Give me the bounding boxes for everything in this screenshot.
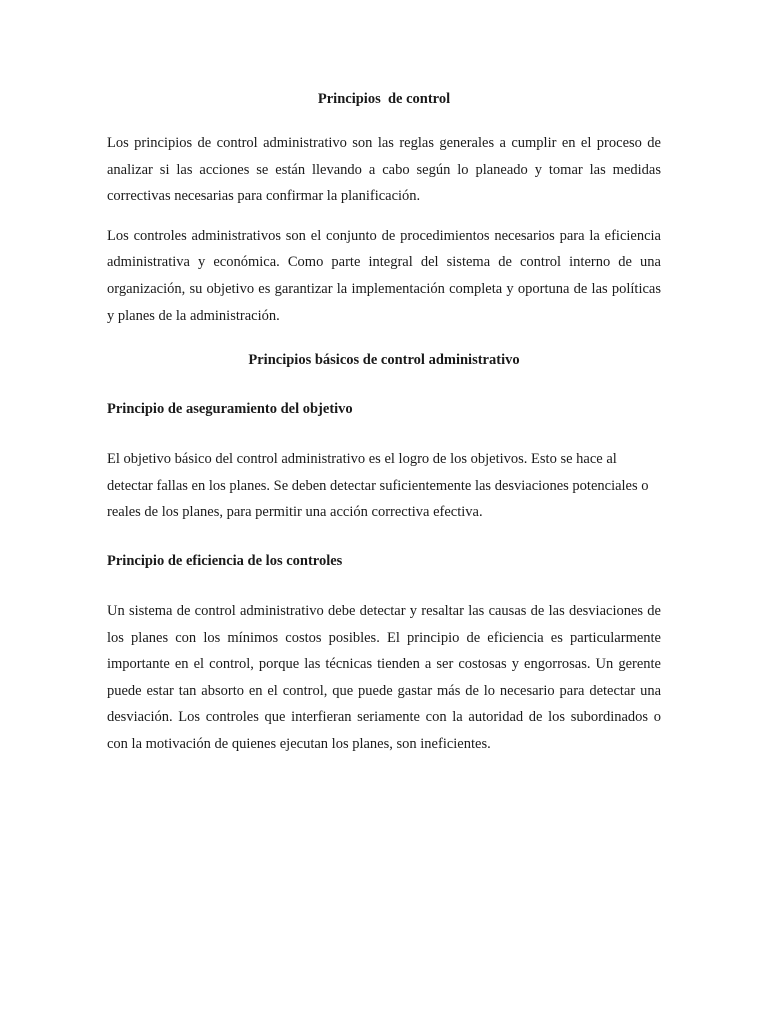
intro-paragraph-1: Los principios de control administrativo son las reglas generales a cumplir en el proceso de analizar si las acciones se están llevando a cabo según lo planeado y tomar las medidas correctivas necesarias para confirmar la planificación.	[107, 135, 661, 205]
principle-heading-eficiencia: Principio de eficiencia de los controles	[107, 552, 343, 569]
document-page	[107, 86, 661, 771]
principle-body-eficiencia: Un sistema de control administrativo debe detectar y resaltar las causas de las desviaciones de los planes con los mínimos costos posibles. El principio de eficiencia es particularmente importante en el control, porque las técnicas tienden a ser costosas y engorrosas. Un gerente puede estar tan absorto en el control, que puede gastar más de lo necesario para detectar una desviación. Los controles que interfieran seriamente con la autoridad de los subordinados o con la motivación de quienes ejecutan los planes, son ineficientes.	[107, 602, 661, 752]
principle-heading-objetivo: Principio de aseguramiento del objetivo	[107, 401, 353, 418]
intro-paragraph-2: Los controles administrativos son el conjunto de procedimientos necesarios para la eficiencia administrativa y económica. Como parte integral del sistema de control interno de una organización, su objetivo es garantizar la implementación completa y oportuna de las políticas y planes de la administración.	[107, 227, 661, 324]
document-title: Principios de control	[317, 91, 451, 107]
principle-body-objetivo: El objetivo básico del control administrativo es el logro de los objetivos. Esto se hace al detectar fallas en los planes. Se deben detectar suficientemente las desviaciones potenciales o reales de los planes, para permitir una acción correctiva efectiva.	[107, 451, 649, 521]
section-title: Principios básicos de control administrativo	[248, 352, 520, 369]
